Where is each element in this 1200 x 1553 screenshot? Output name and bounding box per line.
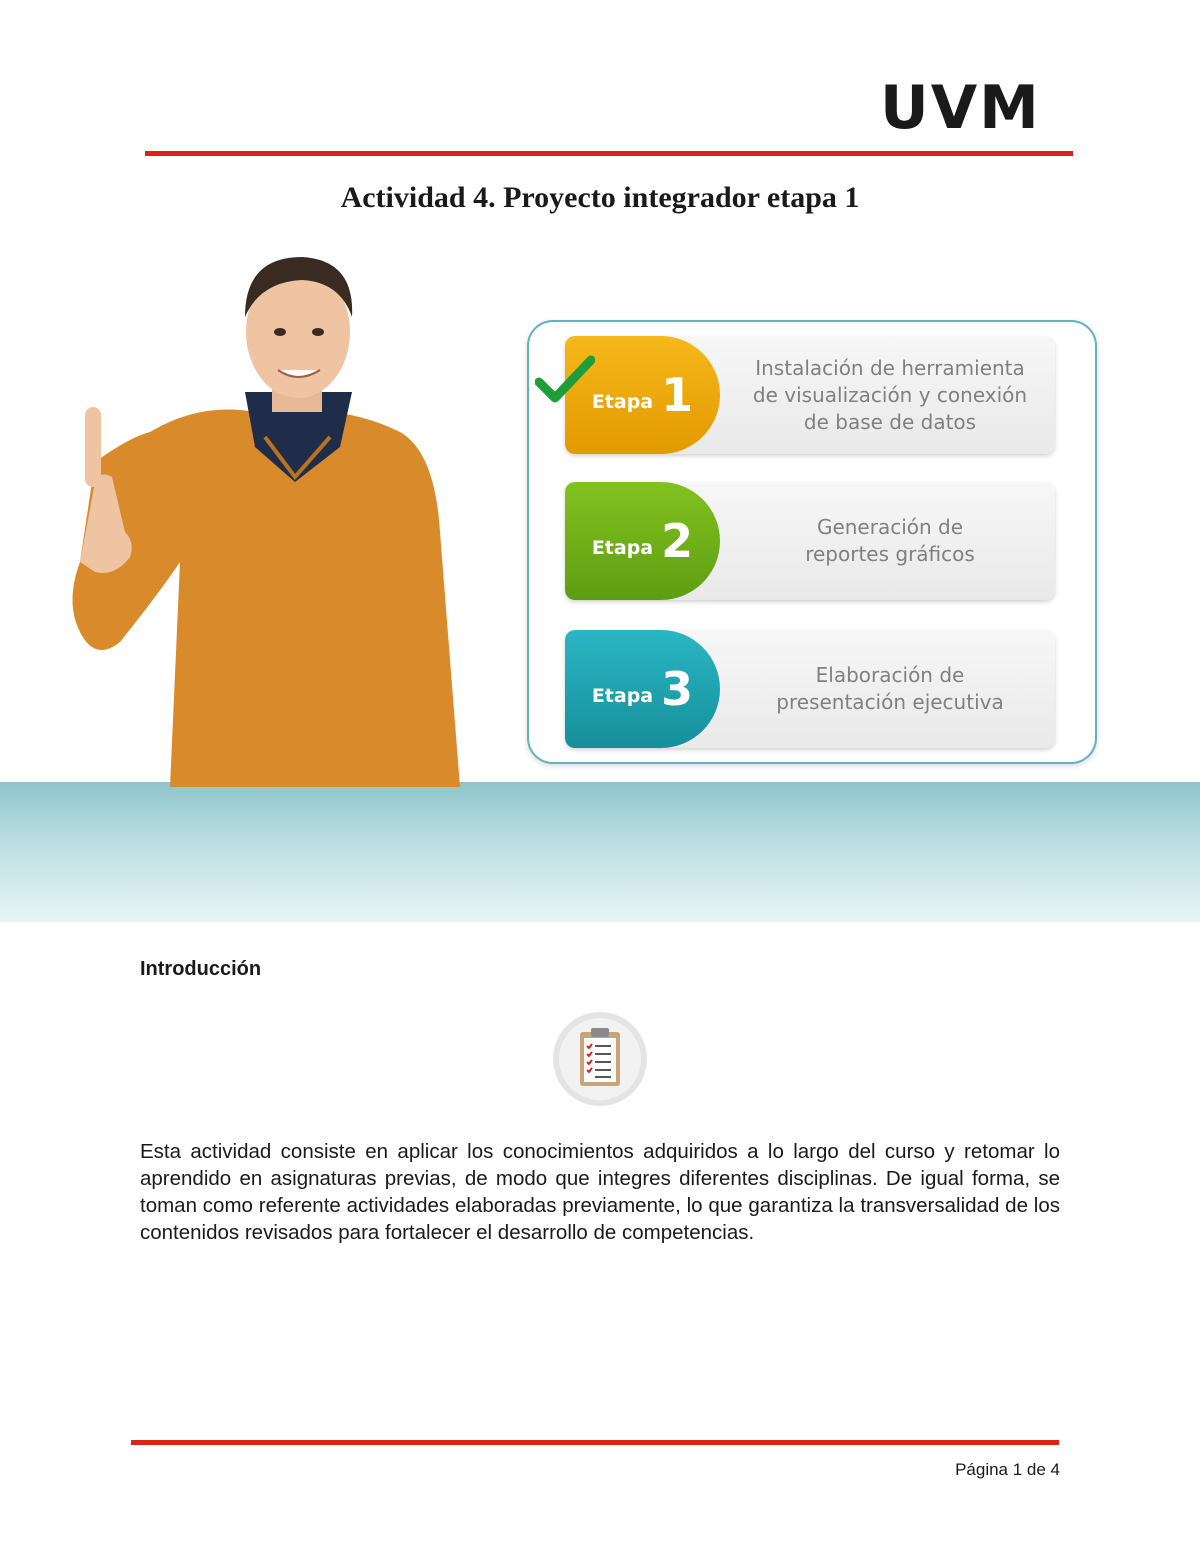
- stage-2-number: 2: [661, 514, 694, 568]
- stage-2-badge: [565, 482, 720, 600]
- page-title: Actividad 4. Proyecto integrador etapa 1: [340, 181, 860, 214]
- header-divider: [145, 151, 1073, 156]
- footer-divider: [131, 1440, 1059, 1445]
- stage-3-line-1: Elaboración de: [815, 663, 965, 687]
- stage-1-description: [730, 336, 1050, 454]
- stage-1-card: [565, 336, 1055, 454]
- stage-3-number: 3: [661, 662, 694, 716]
- stages-panel: [527, 320, 1097, 764]
- stage-3-word: Etapa: [591, 685, 654, 707]
- uvm-logo: UVM: [880, 73, 1041, 143]
- stage-1-line-3: de base de datos: [803, 409, 977, 434]
- intro-heading: Introducción: [140, 958, 262, 980]
- page-number: Página 1 de 4: [955, 1460, 1060, 1479]
- stage-3-line-2: presentación ejecutiva: [776, 690, 1004, 714]
- stage-3-description: [730, 630, 1050, 748]
- intro-paragraph: Esta actividad consiste en aplicar los conocimientos adquiridos a lo largo del curso y retomar lo aprendido en asignaturas previas, de modo que integres diferentes disciplinas. De igual forma, se toman como referente actividades elaboradas previamente, lo que garantiza la transversalidad de los contenidos revisados para fortalecer el desarrollo de competencias.: [140, 1140, 1060, 1244]
- checkmark-icon: [535, 354, 595, 406]
- stage-2-line-1: Generación de: [816, 515, 964, 539]
- teal-band: [0, 782, 1200, 922]
- stage-3-card: [565, 630, 1055, 748]
- stage-2-word: Etapa: [591, 537, 654, 559]
- stage-2-description: [730, 482, 1050, 600]
- stage-1-line-1: Instalación de herramienta: [755, 355, 1025, 380]
- stage-1-line-2: de visualización y conexión: [752, 382, 1028, 407]
- stage-1-number: 1: [661, 368, 694, 422]
- hero-banner: [0, 222, 1200, 922]
- student-illustration: [40, 232, 470, 787]
- clipboard-checklist-icon: [551, 1010, 649, 1108]
- stage-1-word: Etapa: [591, 391, 654, 413]
- stage-2-line-2: reportes gráficos: [805, 542, 975, 566]
- stage-3-badge: [565, 630, 720, 748]
- stage-2-card: [565, 482, 1055, 600]
